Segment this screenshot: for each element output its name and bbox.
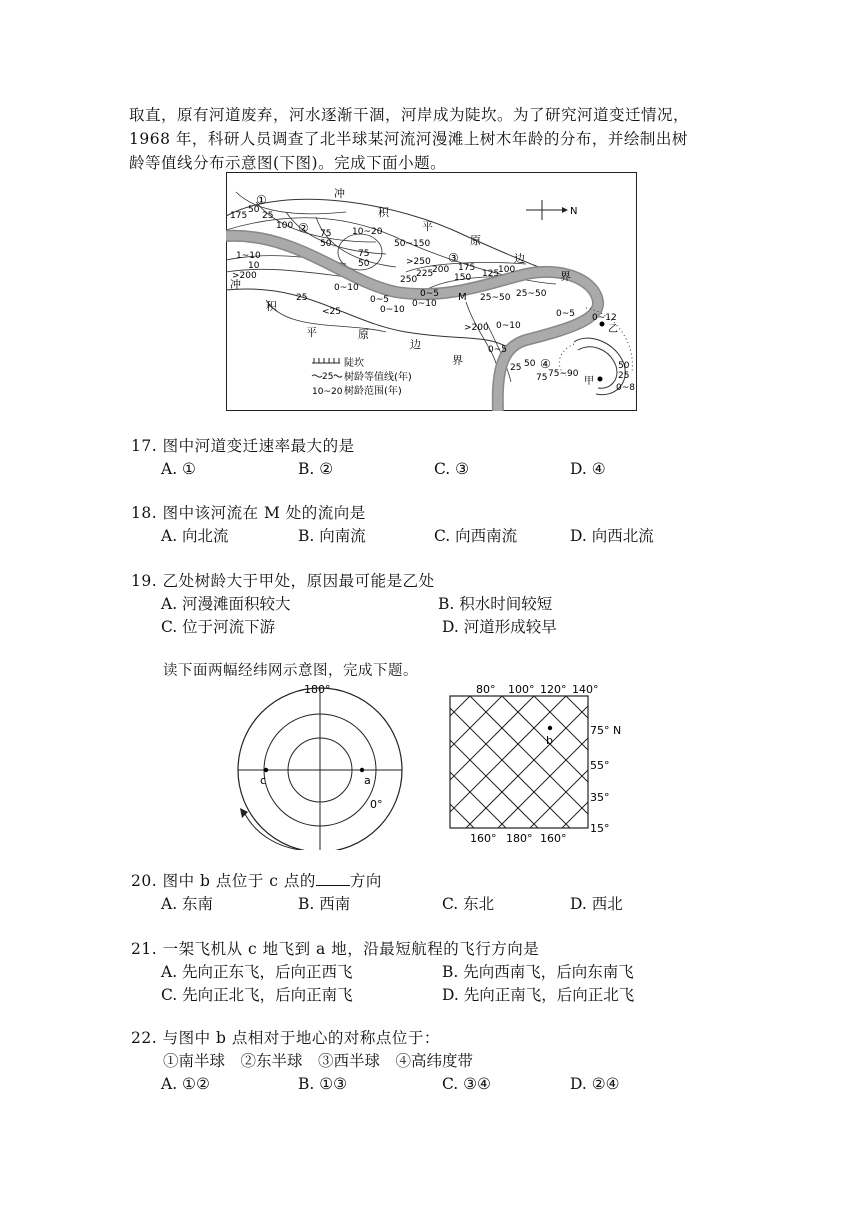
svg-text:50: 50 [248, 205, 260, 215]
svg-text:175: 175 [458, 263, 476, 273]
q20-stem-b: 方向 [349, 872, 382, 890]
label-ji-bottom: 积 [266, 300, 277, 313]
label-jie-top: 界 [560, 270, 571, 283]
svg-text:75~90: 75~90 [548, 369, 579, 379]
svg-text:50: 50 [358, 259, 370, 269]
polar-180-label: 180° [304, 683, 331, 696]
grid-graticule-figure [442, 682, 632, 844]
intro-2: 读下面两幅经纬网示意图，完成下题。 [163, 663, 418, 679]
svg-text:75: 75 [358, 249, 370, 259]
north-label: N [570, 206, 578, 217]
svg-text:25~50: 25~50 [516, 289, 547, 299]
intro-line-3: 龄等值线分布示意图(下图)。完成下面小题。 [129, 154, 447, 172]
legend-cliff: 陡坎 [344, 358, 364, 369]
grid-right-75: 75° N [590, 724, 622, 737]
polar-c-label: c [260, 774, 267, 787]
q21-option-c[interactable]: C. 先向正北飞，后向正南飞 [161, 986, 353, 1004]
svg-text:0~10: 0~10 [380, 305, 405, 315]
zone-3: ③ [448, 251, 459, 265]
svg-text:0~10: 0~10 [334, 283, 359, 293]
polar-0-label: 0° [370, 798, 383, 811]
zone-2: ② [298, 221, 309, 235]
svg-text:0~5: 0~5 [488, 345, 507, 355]
svg-text:0~5: 0~5 [556, 309, 575, 319]
q22-option-a[interactable]: A. ①② [161, 1075, 210, 1093]
svg-text:50: 50 [320, 239, 332, 249]
q20-blank[interactable] [316, 871, 350, 886]
grid-b-label: b [546, 734, 553, 747]
q18-stem: 18. 图中该河流在 M 处的流向是 [131, 504, 366, 522]
label-ping-top: 平 [422, 220, 433, 233]
zone-4: ④ [540, 357, 551, 371]
label-ping-bottom: 平 [306, 326, 317, 339]
svg-text:75: 75 [320, 229, 332, 239]
label-jie-bottom: 界 [452, 354, 463, 367]
q18-option-a[interactable]: A. 向北流 [161, 527, 229, 545]
svg-text:0~10: 0~10 [412, 299, 437, 309]
grid-graticule [442, 682, 632, 844]
svg-text:0~10: 0~10 [496, 321, 521, 331]
point-m-label: M [458, 292, 467, 303]
q17-stem: 17. 图中河道变迁速率最大的是 [131, 437, 355, 455]
grid-bottom-160a: 160° [470, 832, 497, 844]
q21-stem: 21. 一架飞机从 c 地飞到 a 地，沿最短航程的飞行方向是 [131, 940, 540, 958]
zone-1: ① [256, 193, 267, 207]
svg-text:50: 50 [524, 359, 536, 369]
svg-text:>250: >250 [406, 257, 431, 267]
grid-top-100: 100° [508, 683, 535, 696]
q19-option-a[interactable]: A. 河漫滩面积较大 [161, 595, 291, 613]
q19-option-d[interactable]: D. 河道形成较早 [442, 618, 557, 636]
svg-text:>200: >200 [464, 323, 489, 333]
svg-text:50: 50 [618, 361, 630, 371]
q19-option-c[interactable]: C. 位于河流下游 [161, 618, 276, 636]
river-map-figure [226, 172, 637, 411]
svg-text:100: 100 [276, 221, 294, 231]
svg-text:175: 175 [230, 211, 248, 221]
river-map [226, 172, 637, 411]
grid-top-140: 140° [572, 683, 599, 696]
svg-text:125: 125 [482, 269, 500, 279]
svg-text:0~8: 0~8 [616, 383, 635, 393]
svg-text:75: 75 [536, 373, 548, 383]
svg-text:25~50: 25~50 [480, 293, 511, 303]
svg-text:10~20: 10~20 [352, 227, 383, 237]
q17-option-c[interactable]: C. ③ [434, 460, 470, 478]
grid-right-35: 35° [590, 791, 610, 804]
q18-option-b[interactable]: B. 向南流 [298, 527, 366, 545]
intro-line-1: 取直，原有河道废弃，河水逐渐干涸，河岸成为陡坎。为了研究河道变迁情况， [129, 106, 690, 124]
grid-bottom-180: 180° [506, 832, 533, 844]
point-yi-label: 乙 [608, 324, 618, 335]
svg-text:25: 25 [296, 293, 308, 303]
svg-text:25: 25 [510, 363, 522, 373]
label-yuan-top: 原 [470, 234, 481, 247]
q20-option-d[interactable]: D. 西北 [570, 895, 623, 913]
q19-option-b[interactable]: B. 积水时间较短 [438, 595, 553, 613]
svg-text:25: 25 [618, 371, 630, 381]
svg-text:10: 10 [248, 261, 260, 271]
svg-text:50~150: 50~150 [394, 239, 431, 249]
label-bian-bottom: 边 [410, 338, 421, 351]
q18-option-d[interactable]: D. 向西北流 [570, 527, 654, 545]
polar-graticule-figure [230, 680, 410, 850]
q18-option-c[interactable]: C. 向西南流 [434, 527, 518, 545]
point-jia-label: 甲 [584, 376, 594, 387]
svg-text:1~10: 1~10 [236, 251, 261, 261]
polar-graticule [230, 680, 410, 850]
grid-right-55: 55° [590, 759, 610, 772]
q21-option-d[interactable]: D. 先向正南飞，后向正北飞 [442, 986, 635, 1004]
q17-option-d[interactable]: D. ④ [570, 460, 606, 478]
q17-option-a[interactable]: A. ① [161, 460, 196, 478]
svg-text:>200: >200 [232, 271, 257, 281]
label-chong-bottom: 冲 [230, 278, 241, 291]
q22-option-c[interactable]: C. ③④ [442, 1075, 491, 1093]
legend-range-sample: 10~20 [312, 387, 343, 397]
intro-line-2: 1968 年，科研人员调查了北半球某河流河漫滩上树木年龄的分布，并绘制出树 [129, 130, 688, 148]
svg-text:225: 225 [416, 269, 434, 279]
q22-stem: 22. 与图中 b 点相对于地心的对称点位于： [131, 1029, 440, 1047]
legend-isoline: 树龄等值线(年) [344, 372, 412, 383]
svg-text:25: 25 [262, 211, 274, 221]
label-chong-top: 冲 [334, 187, 345, 200]
svg-text:<25: <25 [322, 307, 341, 317]
q21-option-b[interactable]: B. 先向西南飞，后向东南飞 [442, 963, 634, 981]
svg-text:0~5: 0~5 [370, 295, 389, 305]
q21-option-a[interactable]: A. 先向正东飞，后向正西飞 [161, 963, 353, 981]
q20-stem-a: 20. 图中 b 点位于 c 点的 [131, 872, 316, 890]
q22-items: ①南半球 ②东半球 ③西半球 ④高纬度带 [163, 1052, 474, 1070]
grid-top-120: 120° [540, 683, 567, 696]
svg-text:100: 100 [498, 265, 516, 275]
grid-top-80: 80° [476, 683, 496, 696]
q22-option-b[interactable]: B. ①③ [298, 1075, 348, 1093]
label-bian-top: 边 [514, 252, 525, 265]
q20-stem [131, 871, 382, 891]
q22-option-d[interactable]: D. ②④ [570, 1075, 620, 1093]
svg-text:250: 250 [400, 275, 418, 285]
polar-a-label: a [364, 774, 371, 787]
label-ji-top: 积 [378, 206, 389, 219]
q17-option-b[interactable]: B. ② [298, 460, 334, 478]
grid-right-15: 15° [590, 822, 610, 835]
svg-text:0~5: 0~5 [420, 289, 439, 299]
q20-option-c[interactable]: C. 东北 [442, 895, 495, 913]
legend-isoline-sample: 25 [322, 372, 334, 382]
q19-stem: 19. 乙处树龄大于甲处，原因最可能是乙处 [131, 572, 435, 590]
q20-option-a[interactable]: A. 东南 [161, 895, 214, 913]
label-yuan-bottom: 原 [358, 328, 369, 341]
q20-option-b[interactable]: B. 西南 [298, 895, 351, 913]
grid-bottom-160b: 160° [540, 832, 567, 844]
legend-range: 树龄范围(年) [344, 386, 402, 397]
svg-text:150: 150 [454, 273, 472, 283]
svg-text:200: 200 [432, 265, 450, 275]
svg-text:0~12: 0~12 [592, 313, 617, 323]
